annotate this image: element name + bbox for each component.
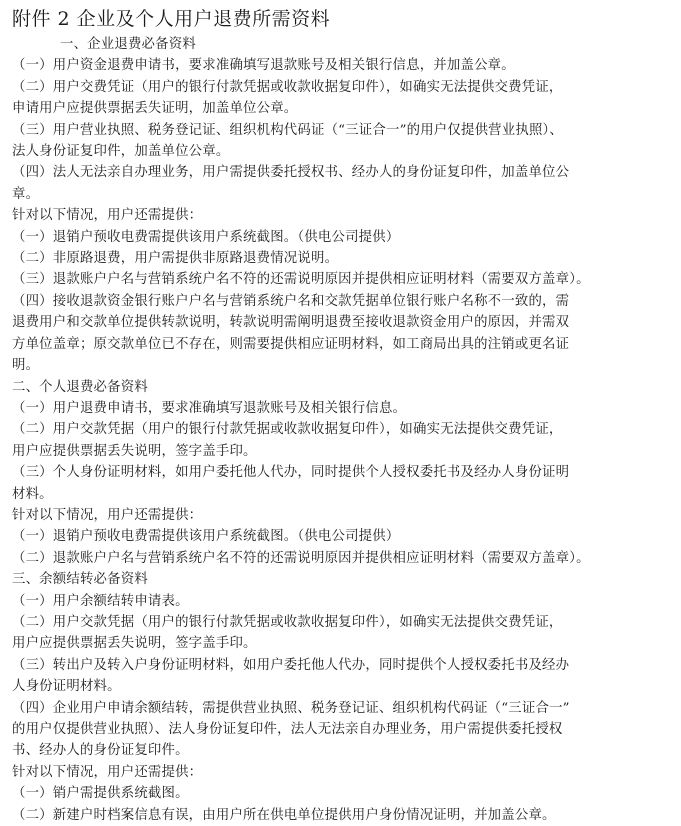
text-line: 针对以下情况，用户还需提供： [12,507,203,523]
text-line: 材料。 [12,486,53,502]
text-line: （二）非原路退费，用户需提供非原路退费情况说明。 [12,251,339,267]
text-line: 用户应提供票据丢失说明，签字盖手印。 [12,636,257,652]
text-line: 章。 [12,186,40,202]
text-line: （四）接收退款资金银行账户户名与营销系统户名和交款凭据单位银行账户名称不一致的，需 [12,293,570,309]
text-line: （三）转出户及转入户身份证明材料，如用户委托他人代办，同时提供个人授权委托书及经办 [12,657,570,673]
text-line: 方单位盖章；原交款单位已不存在，则需要提供相应证明材料，如工商局出具的注销或更名证 [12,336,570,352]
text-line: 人身份证明材料。 [12,679,121,695]
text-line: （四）法人无法亲自办理业务，用户需提供委托授权书、经办人的身份证复印件，加盖单位公 [12,165,570,181]
text-line: （一）用户退费申请书，要求准确填写退款账号及相关银行信息。 [12,400,407,416]
text-line: 明。 [12,358,40,374]
text-line: （四）企业用户申请余额结转，需提供营业执照、税务登记证、组织机构代码证（“三证合一” [12,700,570,716]
text-line: 用户应提供票据丢失说明，签字盖手印。 [12,443,257,459]
text-line: （一）退销户预收电费需提供该用户系统截图。（供电公司提供） [12,529,400,545]
text-line: （三）退款账户户名与营销系统户名不符的还需说明原因并提供相应证明材料（需要双方盖章）。 [12,272,590,288]
text-line: （一）销户需提供系统截图。 [12,786,189,802]
text-line: （三）用户营业执照、税务登记证、组织机构代码证（“三证合一”的用户仅提供营业执照）、 [12,122,564,138]
text-line: 申请用户应提供票据丢失证明，加盖单位公章。 [12,101,298,117]
text-line: 针对以下情况，用户还需提供： [12,208,203,224]
text-line: 三、余额结转必备资料 [12,572,148,588]
text-line: （二）用户交款凭据（用户的银行付款凭据或收款收据复印件），如确实无法提供交费凭证， [12,614,563,630]
text-line: 书、经办人的身份证复印件。 [12,743,189,759]
text-line: （三）个人身份证明材料，如用户委托他人代办，同时提供个人授权委托书及经办人身份证明 [12,465,570,481]
text-line: （二）新建户时档案信息有误，由用户所在供电单位提供用户身份情况证明，并加盖公章。 [12,807,556,823]
text-line: （二）用户交款凭据（用户的银行付款凭据或收款收据复印件），如确实无法提供交费凭证， [12,422,563,438]
text-line: 二、个人退费必备资料 [12,379,148,395]
text-line: 的用户仅提供营业执照）、法人身份证复印件，法人无法亲自办理业务，用户需提供委托授权 [12,722,563,737]
text-line: 法人身份证复印件，加盖单位公章。 [12,144,230,160]
document-title: 附件 2 企业及个人用户退费所需资料 [12,8,331,30]
document-body [12,34,667,826]
text-line: 一、企业退费必备资料 [60,37,196,52]
text-line: 退费用户和交款单位提供转款说明，转款说明需阐明退费至接收退款资金用户的原因，并需双 [12,315,570,331]
text-line: （一）用户资金退费申请书，要求准确填写退款账号及相关银行信息，并加盖公章。 [12,58,515,74]
text-line: 针对以下情况，用户还需提供： [12,764,203,780]
text-line: （一）用户余额结转申请表。 [12,593,189,609]
text-line: （二）用户交费凭证（用户的银行付款凭据或收款收据复印件），如确实无法提供交费凭证， [12,79,563,95]
text-line: （二）退款账户户名与营销系统户名不符的还需说明原因并提供相应证明材料（需要双方盖章）。 [12,550,590,566]
text-line: （一）退销户预收电费需提供该用户系统截图。（供电公司提供） [12,229,400,245]
